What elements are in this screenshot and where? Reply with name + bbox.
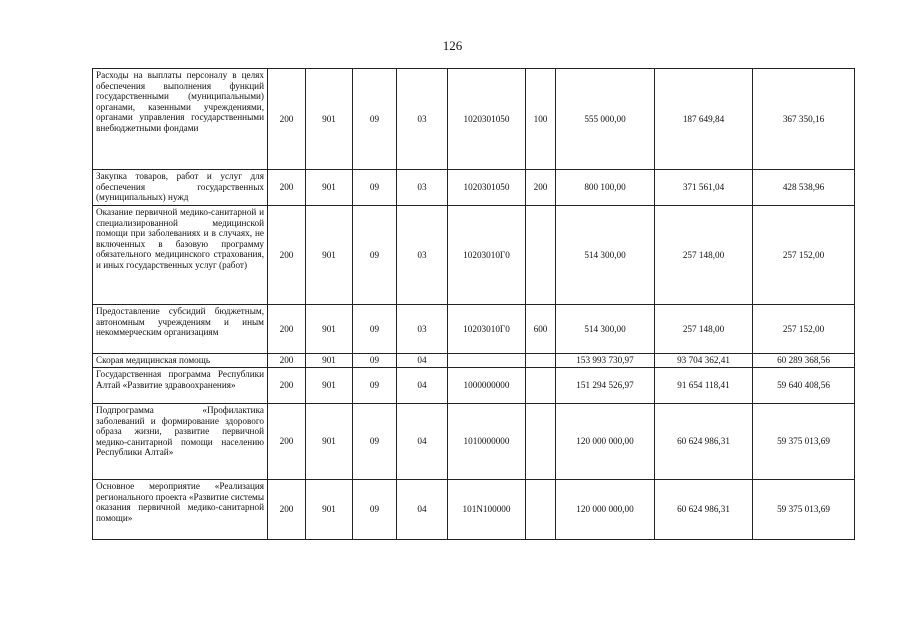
expense-type-cell [526,480,556,540]
code-2-cell: 901 [306,206,353,305]
target-article-cell: 10203010Г0 [448,206,526,305]
amount-planned-cell: 800 100,00 [556,170,655,206]
amount-executed-cell: 187 649,84 [655,69,753,170]
amount-planned-cell: 514 300,00 [556,206,655,305]
section-cell: 09 [353,206,397,305]
amount-remaining-cell: 257 152,00 [753,206,855,305]
row-name-cell: Оказание первичной медико-санитарной и специализированной медицинской помощи при заболеваниях и в случаях, не включенных в базовую программу обязательного медицинского страхования, и иных государственных услуг (работ) [93,206,268,305]
row-name-cell: Предоставление субсидий бюджетным, автономным учреждениям и иным некоммерческим организациям [93,305,268,354]
subsection-cell: 03 [397,69,448,170]
row-name-cell: Подпрограмма «Профилактика заболеваний и формирование здорового образа жизни, развитие первичной медико-санитарной помощи населению Республики Алтай» [93,404,268,480]
section-cell: 09 [353,368,397,404]
target-article-cell: 1000000000 [448,368,526,404]
subsection-cell: 04 [397,368,448,404]
subsection-cell: 04 [397,480,448,540]
amount-planned-cell: 151 294 526,97 [556,368,655,404]
amount-planned-cell: 120 000 000,00 [556,480,655,540]
table-row [93,305,855,354]
page-number: 126 [442,38,463,53]
subsection-cell: 04 [397,354,448,368]
row-name-cell: Государственная программа Республики Алтай «Развитие здравоохранения» [93,368,268,404]
amount-remaining-cell: 428 538,96 [753,170,855,206]
target-article-cell: 10203010Г0 [448,305,526,354]
code-1-cell: 200 [268,206,306,305]
amount-remaining-cell: 59 375 013,69 [753,480,855,540]
amount-executed-cell: 257 148,00 [655,305,753,354]
table-row [93,206,855,305]
subsection-cell: 03 [397,170,448,206]
target-article-cell: 1010000000 [448,404,526,480]
amount-planned-cell: 555 000,00 [556,69,655,170]
code-1-cell: 200 [268,69,306,170]
table-row [93,69,855,170]
section-cell: 09 [353,480,397,540]
code-2-cell: 901 [306,170,353,206]
amount-remaining-cell: 60 289 368,56 [753,354,855,368]
table-row [93,354,855,368]
row-name-cell: Закупка товаров, работ и услуг для обеспечения государственных (муниципальных) нужд [93,170,268,206]
amount-executed-cell: 371 561,04 [655,170,753,206]
amount-planned-cell: 514 300,00 [556,305,655,354]
table-row [93,404,855,480]
amount-planned-cell: 120 000 000,00 [556,404,655,480]
code-1-cell: 200 [268,170,306,206]
code-2-cell: 901 [306,404,353,480]
budget-table [92,68,855,540]
target-article-cell: 101N100000 [448,480,526,540]
table-row [93,480,855,540]
amount-executed-cell: 257 148,00 [655,206,753,305]
amount-executed-cell: 91 654 118,41 [655,368,753,404]
expense-type-cell [526,368,556,404]
table-row [93,170,855,206]
table-row [93,368,855,404]
row-name-cell: Основное мероприятие «Реализация регионального проекта «Развитие системы оказания первичной медико-санитарной помощи» [93,480,268,540]
target-article-cell: 1020301050 [448,69,526,170]
code-2-cell: 901 [306,368,353,404]
table-body [93,69,855,540]
row-name-cell: Расходы на выплаты персоналу в целях обеспечения выполнения функций государственными (муниципальными) органами, казенными учреждениями, органами управления государственными внебюджетными фондами [93,69,268,170]
amount-remaining-cell: 59 375 013,69 [753,404,855,480]
amount-remaining-cell: 367 350,16 [753,69,855,170]
amount-executed-cell: 60 624 986,31 [655,404,753,480]
amount-executed-cell: 93 704 362,41 [655,354,753,368]
subsection-cell: 03 [397,206,448,305]
code-1-cell: 200 [268,404,306,480]
amount-executed-cell: 60 624 986,31 [655,480,753,540]
expense-type-cell: 600 [526,305,556,354]
code-1-cell: 200 [268,480,306,540]
target-article-cell [448,354,526,368]
subsection-cell: 04 [397,404,448,480]
section-cell: 09 [353,305,397,354]
expense-type-cell: 100 [526,69,556,170]
code-1-cell: 200 [268,305,306,354]
row-name-cell: Скорая медицинская помощь [93,354,268,368]
section-cell: 09 [353,404,397,480]
expense-type-cell [526,206,556,305]
expense-type-cell [526,404,556,480]
code-1-cell: 200 [268,368,306,404]
code-1-cell: 200 [268,354,306,368]
code-2-cell: 901 [306,354,353,368]
code-2-cell: 901 [306,305,353,354]
code-2-cell: 901 [306,69,353,170]
amount-planned-cell: 153 993 730,97 [556,354,655,368]
target-article-cell: 1020301050 [448,170,526,206]
section-cell: 09 [353,354,397,368]
amount-remaining-cell: 257 152,00 [753,305,855,354]
section-cell: 09 [353,170,397,206]
code-2-cell: 901 [306,480,353,540]
expense-type-cell: 200 [526,170,556,206]
section-cell: 09 [353,69,397,170]
expense-type-cell [526,354,556,368]
amount-remaining-cell: 59 640 408,56 [753,368,855,404]
subsection-cell: 03 [397,305,448,354]
